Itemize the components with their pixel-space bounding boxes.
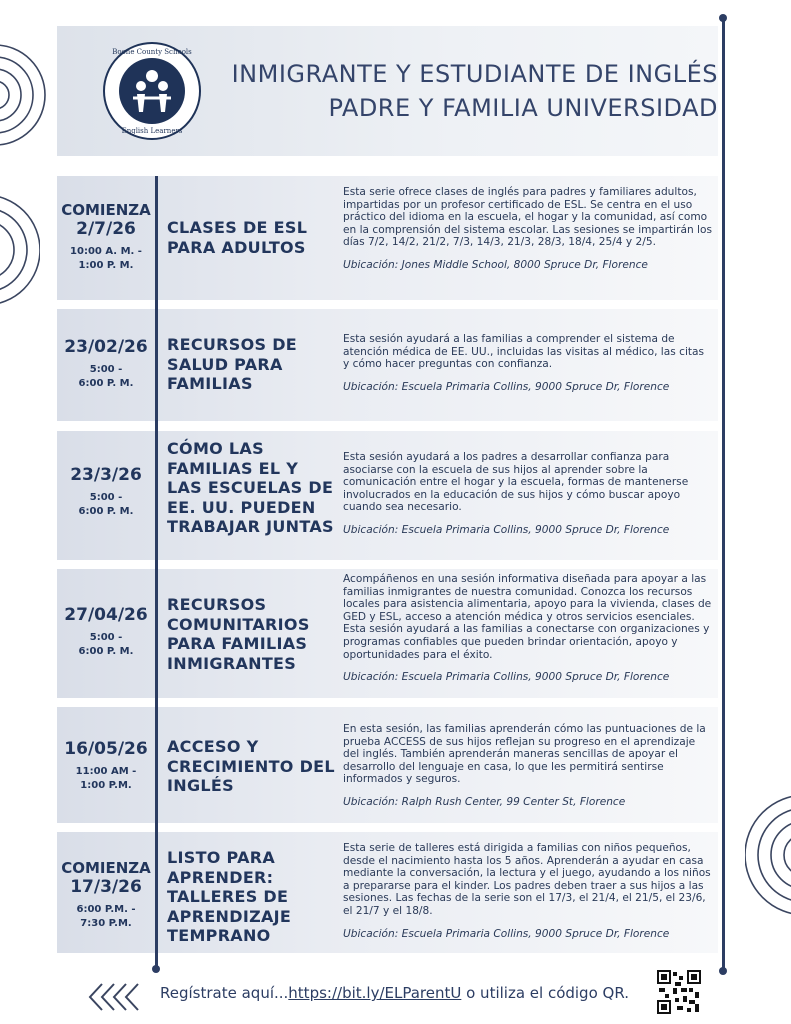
session-description: Acompáñenos en una sesión informativa diseñada para apoyar a las familias inmigrantes de nuestra comunidad. Conozca los recursos locales para asistencia alimentaria, apoyo para la vivienda, clases de GED y ESL, acceso a atención médica y otros servicios esenciales. Esta sesión ayudará a las familias a conectarse con organizaciones y programas confiables que pueden brindar orientación, apoyo y oportunidades para el éxito. <box>343 573 712 661</box>
logo-emblem <box>119 58 185 124</box>
session-location: Ubicación: Escuela Primaria Collins, 9000 Spruce Dr, Florence <box>343 523 670 536</box>
session-time: 5:00 - 6:00 P. M. <box>78 492 134 517</box>
session-location: Ubicación: Jones Middle School, 8000 Spruce Dr, Florence <box>343 258 648 271</box>
session-title: RECURSOS DE SALUD PARA FAMILIAS <box>167 335 298 393</box>
session-date: 23/02/26 <box>64 337 148 357</box>
page-title-line1: INMIGRANTE Y ESTUDIANTE DE INGLÉS <box>231 60 718 88</box>
session-description-block <box>343 573 713 684</box>
footer-prefix: Regístrate aquí... <box>160 984 289 1002</box>
family-figures-icon <box>119 58 185 124</box>
session-location: Ubicación: Ralph Rush Center, 99 Center St, Florence <box>343 795 626 808</box>
timeline-dot-right-bottom <box>719 967 727 975</box>
session-location: Ubicación: Escuela Primaria Collins, 9000 Spruce Dr, Florence <box>343 380 670 393</box>
timeline-line-left <box>155 176 158 967</box>
school-logo <box>103 42 201 140</box>
timeline-dot-left <box>152 965 160 973</box>
session-date: 16/05/26 <box>64 739 148 759</box>
session-time: 5:00 - 6:00 P. M. <box>78 364 134 389</box>
session-title: LISTO PARA APRENDER: TALLERES DE APRENDIZAJE TEMPRANO <box>167 848 292 945</box>
session-date: 2/7/26 <box>76 219 136 239</box>
session-date-label: COMIENZA <box>61 201 151 219</box>
session-description: Esta sesión ayudará a los padres a desarrollar confianza para asociarse con la escuela de sus hijos al aprender sobre la comunicación entre el hogar y la escuela, formas de mantenerse involucrados en la educación de sus hijos y cómo buscar apoyo cuando sea necesario. <box>343 451 689 514</box>
timeline-line-right <box>722 18 725 970</box>
session-date: 17/3/26 <box>70 877 142 897</box>
chevrons-left-icon <box>88 982 148 1012</box>
session-title: CÓMO LAS FAMILIAS EL Y LAS ESCUELAS DE EE. UU. PUEDEN TRABAJAR JUNTAS <box>167 439 334 536</box>
registration-link[interactable]: https://bit.ly/ELParentU <box>288 984 462 1002</box>
session-title: RECURSOS COMUNITARIOS PARA FAMILIAS INMIGRANTES <box>167 595 310 673</box>
logo-text-bottom: English Learners <box>121 127 183 135</box>
session-description: Esta serie de talleres está dirigida a familias con niños pequeños, desde el nacimiento hasta los 5 años. Aprenderán a ayudar en casa mediante la conversación, la lectura y el juego, ayudando a los niños a prepararse para el kinder. Los padres deben traer a sus hijos a las sesiones. Las fechas de la serie son el 17/3, el 21/4, el 21/5, el 23/6, el 21/7 y el 18/8. <box>343 842 711 917</box>
session-date: 23/3/26 <box>70 465 142 485</box>
decorative-arcs-right <box>745 790 791 920</box>
session-time: 10:00 A. M. - 1:00 P. M. <box>70 246 142 271</box>
session-date-block <box>57 739 155 793</box>
session-title: CLASES DE ESL PARA ADULTOS <box>167 218 308 257</box>
session-date-block <box>57 202 155 273</box>
session-description-block <box>343 333 713 393</box>
session-time: 11:00 AM - 1:00 P.M. <box>75 766 137 791</box>
session-description-block <box>343 451 713 537</box>
session-time: 5:00 - 6:00 P. M. <box>78 632 134 657</box>
footer-suffix: o utiliza el código QR. <box>461 984 629 1002</box>
session-date-block <box>57 605 155 659</box>
session-description-block <box>343 186 713 272</box>
session-description: En esta sesión, las familias aprenderán cómo las puntuaciones de la prueba ACCESS de sus hijos reflejan su progreso en el aprendizaje del inglés. También aprenderán maneras sencillas de apoyar el desarrollo del lenguaje en casa, lo que les permitirá sentirse informados y seguros. <box>343 723 706 786</box>
session-description: Esta sesión ayudará a las familias a comprender el sistema de atención médica de EE. UU., incluidas las visitas al médico, las citas y cómo hacer preguntas con confianza. <box>343 333 705 371</box>
session-location: Ubicación: Escuela Primaria Collins, 9000 Spruce Dr, Florence <box>343 671 670 684</box>
session-date-block <box>57 337 155 391</box>
page-title-line2: PADRE Y FAMILIA UNIVERSIDAD <box>328 94 718 122</box>
qr-code-icon[interactable] <box>657 970 701 1014</box>
timeline-dot-right-top <box>719 14 727 22</box>
session-title: ACCESO Y CRECIMIENTO DEL INGLÉS <box>167 737 335 795</box>
logo-text-top: Boone County Schools <box>112 48 192 56</box>
decorative-arcs-mid-left <box>0 190 40 310</box>
session-description: Esta serie ofrece clases de inglés para padres y familiares adultos, impartidas por un profesor certificado de ESL. Se centra en el uso práctico del idioma en la escuela, el hogar y la comunidad, así como en la comprensión del sistema escolar. Las sesiones se impartirán los días 7/2, 14/2, 21/2, 7/3, 14/3, 21/3, 28/3, 18/4, 25/4 y 2/5. <box>343 186 713 249</box>
session-date-block <box>57 860 155 931</box>
session-date: 27/04/26 <box>64 605 148 625</box>
session-time: 6:00 P.M. - 7:30 P.M. <box>76 904 136 929</box>
registration-footer <box>160 984 629 1002</box>
session-description-block <box>343 842 713 940</box>
session-location: Ubicación: Escuela Primaria Collins, 9000 Spruce Dr, Florence <box>343 927 670 940</box>
session-description-block <box>343 723 713 809</box>
session-date-label: COMIENZA <box>61 859 151 877</box>
session-date-block <box>57 465 155 519</box>
decorative-arcs-top-left <box>0 40 50 150</box>
